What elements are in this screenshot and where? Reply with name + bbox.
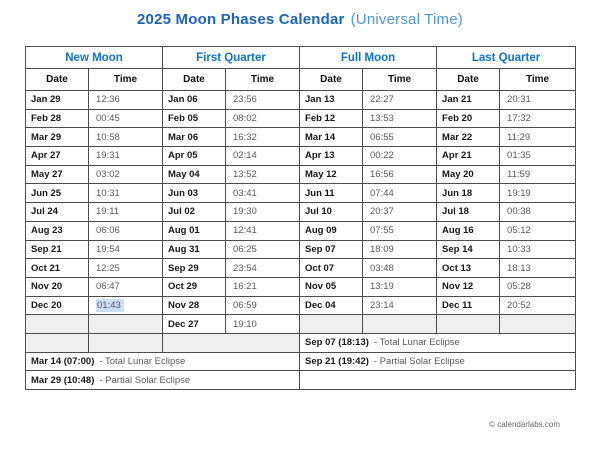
last-quarter-date: Jan 21 <box>437 91 500 110</box>
copyright-text: © calendarlabs.com <box>489 420 560 429</box>
last-quarter-time: 05:28 <box>500 277 576 296</box>
table-row <box>26 184 576 203</box>
first-quarter-date: Oct 29 <box>163 277 226 296</box>
full-moon-date: Jan 13 <box>300 91 363 110</box>
last-quarter-time: 10:33 <box>500 240 576 259</box>
first-quarter-date: Aug 01 <box>163 221 226 240</box>
last-quarter-time: 19:19 <box>500 184 576 203</box>
first-quarter-date: Feb 05 <box>163 109 226 128</box>
last-quarter-date: Jul 18 <box>437 203 500 222</box>
first-quarter-date: May 04 <box>163 165 226 184</box>
full-moon-date: Apr 13 <box>300 147 363 166</box>
full-moon-time: 18:09 <box>363 240 437 259</box>
empty-cell <box>437 315 500 334</box>
new-moon-time: 10:31 <box>89 184 163 203</box>
new-moon-date: Jun 25 <box>26 184 89 203</box>
first-quarter-time: 06:59 <box>226 296 300 315</box>
first-quarter-time: 13:52 <box>226 165 300 184</box>
date-header: Date <box>26 69 89 91</box>
empty-cell <box>89 333 163 352</box>
new-moon-date: Oct 21 <box>26 259 89 278</box>
empty-cell <box>26 315 89 334</box>
full-moon-time: 22:27 <box>363 91 437 110</box>
table-row <box>26 203 576 222</box>
first-quarter-time: 12:41 <box>226 221 300 240</box>
new-moon-time: 19:54 <box>89 240 163 259</box>
last-quarter-time: 11:29 <box>500 128 576 147</box>
last-quarter-date: Mar 22 <box>437 128 500 147</box>
new-moon-date: Dec 20 <box>26 296 89 315</box>
table-row <box>26 296 576 315</box>
last-quarter-time: 00:38 <box>500 203 576 222</box>
date-header: Date <box>300 69 363 91</box>
first-quarter-time: 23:56 <box>226 91 300 110</box>
full-moon-date: Feb 12 <box>300 109 363 128</box>
new-moon-date: Feb 28 <box>26 109 89 128</box>
eclipse-event: - Partial Solar Eclipse <box>373 355 465 367</box>
last-quarter-date: Aug 16 <box>437 221 500 240</box>
last-quarter-date: Sep 14 <box>437 240 500 259</box>
table-row <box>26 147 576 166</box>
eclipse-datetime: Sep 07 (18:13) <box>305 337 369 349</box>
last-quarter-date: Apr 21 <box>437 147 500 166</box>
empty-cell <box>300 371 576 390</box>
eclipse-datetime: Mar 29 (10:48) <box>31 374 95 386</box>
new-moon-time: 10:58 <box>89 128 163 147</box>
full-moon-time: 00:22 <box>363 147 437 166</box>
page-title-main: 2025 Moon Phases Calendar <box>137 11 345 28</box>
full-moon-time: 23:14 <box>363 296 437 315</box>
first-quarter-time: 19:30 <box>226 203 300 222</box>
first-quarter-time: 02:14 <box>226 147 300 166</box>
last-quarter-time: 20:31 <box>500 91 576 110</box>
empty-cell <box>89 315 163 334</box>
first-quarter-date: Aug 31 <box>163 240 226 259</box>
new-moon-time: 00:45 <box>89 109 163 128</box>
last-quarter-date: Oct 13 <box>437 259 500 278</box>
full-moon-date: Mar 14 <box>300 128 363 147</box>
column-header-last-quarter: Last Quarter <box>437 47 576 69</box>
last-quarter-date: Jun 18 <box>437 184 500 203</box>
new-moon-date: Jan 29 <box>26 91 89 110</box>
new-moon-date: Mar 29 <box>26 128 89 147</box>
first-quarter-time: 06:25 <box>226 240 300 259</box>
full-moon-time: 07:55 <box>363 221 437 240</box>
column-header-new-moon: New Moon <box>26 47 163 69</box>
table-row <box>26 259 576 278</box>
full-moon-date: Aug 09 <box>300 221 363 240</box>
full-moon-date: Dec 04 <box>300 296 363 315</box>
last-quarter-time: 20:52 <box>500 296 576 315</box>
eclipse-event: - Partial Solar Eclipse <box>99 374 191 386</box>
table-row <box>26 221 576 240</box>
full-moon-date: Jun 11 <box>300 184 363 203</box>
first-quarter-date: Dec 27 <box>163 315 226 334</box>
new-moon-date: Sep 21 <box>26 240 89 259</box>
eclipse-row <box>26 371 576 390</box>
full-moon-date: Sep 07 <box>300 240 363 259</box>
last-quarter-date: Dec 11 <box>437 296 500 315</box>
full-moon-time: 20:37 <box>363 203 437 222</box>
table-row <box>26 128 576 147</box>
eclipse-event: - Total Lunar Eclipse <box>373 337 460 349</box>
first-quarter-time: 08:02 <box>226 109 300 128</box>
full-moon-time: 13:53 <box>363 109 437 128</box>
new-moon-date: Apr 27 <box>26 147 89 166</box>
last-quarter-date: May 20 <box>437 165 500 184</box>
last-quarter-time: 01:35 <box>500 147 576 166</box>
new-moon-date: Aug 23 <box>26 221 89 240</box>
empty-cell <box>363 315 437 334</box>
first-quarter-date: Nov 28 <box>163 296 226 315</box>
first-quarter-date: Apr 05 <box>163 147 226 166</box>
column-header-first-quarter: First Quarter <box>163 47 300 69</box>
eclipse-note-sep21 <box>300 352 576 371</box>
first-quarter-time: 16:21 <box>226 277 300 296</box>
page-title-suffix: (Universal Time) <box>350 11 463 28</box>
moon-phases-table <box>25 46 576 390</box>
empty-cell <box>500 315 576 334</box>
full-moon-date: Jul 10 <box>300 203 363 222</box>
first-quarter-date: Mar 06 <box>163 128 226 147</box>
first-quarter-time: 03:41 <box>226 184 300 203</box>
highlighted-time: 01:43 <box>96 299 124 312</box>
last-quarter-time: 17:32 <box>500 109 576 128</box>
time-header: Time <box>89 69 163 91</box>
full-moon-time: 03:48 <box>363 259 437 278</box>
eclipse-note-sep07 <box>300 333 576 352</box>
new-moon-time: 03:02 <box>89 165 163 184</box>
full-moon-time: 13:19 <box>363 277 437 296</box>
new-moon-date: Nov 20 <box>26 277 89 296</box>
full-moon-date: May 12 <box>300 165 363 184</box>
new-moon-time: 12:25 <box>89 259 163 278</box>
empty-cell <box>26 333 89 352</box>
sub-header-row <box>26 69 576 91</box>
last-quarter-time: 11:59 <box>500 165 576 184</box>
first-quarter-time: 16:32 <box>226 128 300 147</box>
new-moon-time: 19:31 <box>89 147 163 166</box>
time-header: Time <box>363 69 437 91</box>
new-moon-time: 06:47 <box>89 277 163 296</box>
eclipse-note-mar29 <box>26 371 300 390</box>
column-header-full-moon: Full Moon <box>300 47 437 69</box>
table-row <box>26 109 576 128</box>
last-quarter-time: 18:13 <box>500 259 576 278</box>
new-moon-time: 19:11 <box>89 203 163 222</box>
first-quarter-date: Jul 02 <box>163 203 226 222</box>
first-quarter-date: Jun 03 <box>163 184 226 203</box>
time-header: Time <box>226 69 300 91</box>
eclipse-datetime: Sep 21 (19:42) <box>305 355 369 367</box>
section-header-row <box>26 47 576 69</box>
table-row <box>26 315 576 334</box>
eclipse-row <box>26 333 576 352</box>
last-quarter-date: Nov 12 <box>437 277 500 296</box>
date-header: Date <box>163 69 226 91</box>
empty-cell <box>300 315 363 334</box>
table-row <box>26 240 576 259</box>
eclipse-row <box>26 352 576 371</box>
first-quarter-date: Sep 29 <box>163 259 226 278</box>
eclipse-note-mar14 <box>26 352 300 371</box>
full-moon-time: 07:44 <box>363 184 437 203</box>
table-row <box>26 91 576 110</box>
new-moon-time <box>89 296 163 315</box>
new-moon-date: May 27 <box>26 165 89 184</box>
empty-cell <box>163 333 300 352</box>
table-row <box>26 277 576 296</box>
last-quarter-date: Feb 20 <box>437 109 500 128</box>
table-row <box>26 165 576 184</box>
eclipse-event: - Total Lunar Eclipse <box>99 355 186 367</box>
eclipse-datetime: Mar 14 (07:00) <box>31 355 95 367</box>
date-header: Date <box>437 69 500 91</box>
full-moon-time: 16:56 <box>363 165 437 184</box>
full-moon-date: Nov 05 <box>300 277 363 296</box>
full-moon-time: 06:55 <box>363 128 437 147</box>
new-moon-date: Jul 24 <box>26 203 89 222</box>
first-quarter-time: 23:54 <box>226 259 300 278</box>
first-quarter-date: Jan 06 <box>163 91 226 110</box>
time-header: Time <box>500 69 576 91</box>
new-moon-time: 12:36 <box>89 91 163 110</box>
first-quarter-time: 19:10 <box>226 315 300 334</box>
page-title <box>0 11 600 28</box>
full-moon-date: Oct 07 <box>300 259 363 278</box>
last-quarter-time: 05:12 <box>500 221 576 240</box>
new-moon-time: 06:06 <box>89 221 163 240</box>
